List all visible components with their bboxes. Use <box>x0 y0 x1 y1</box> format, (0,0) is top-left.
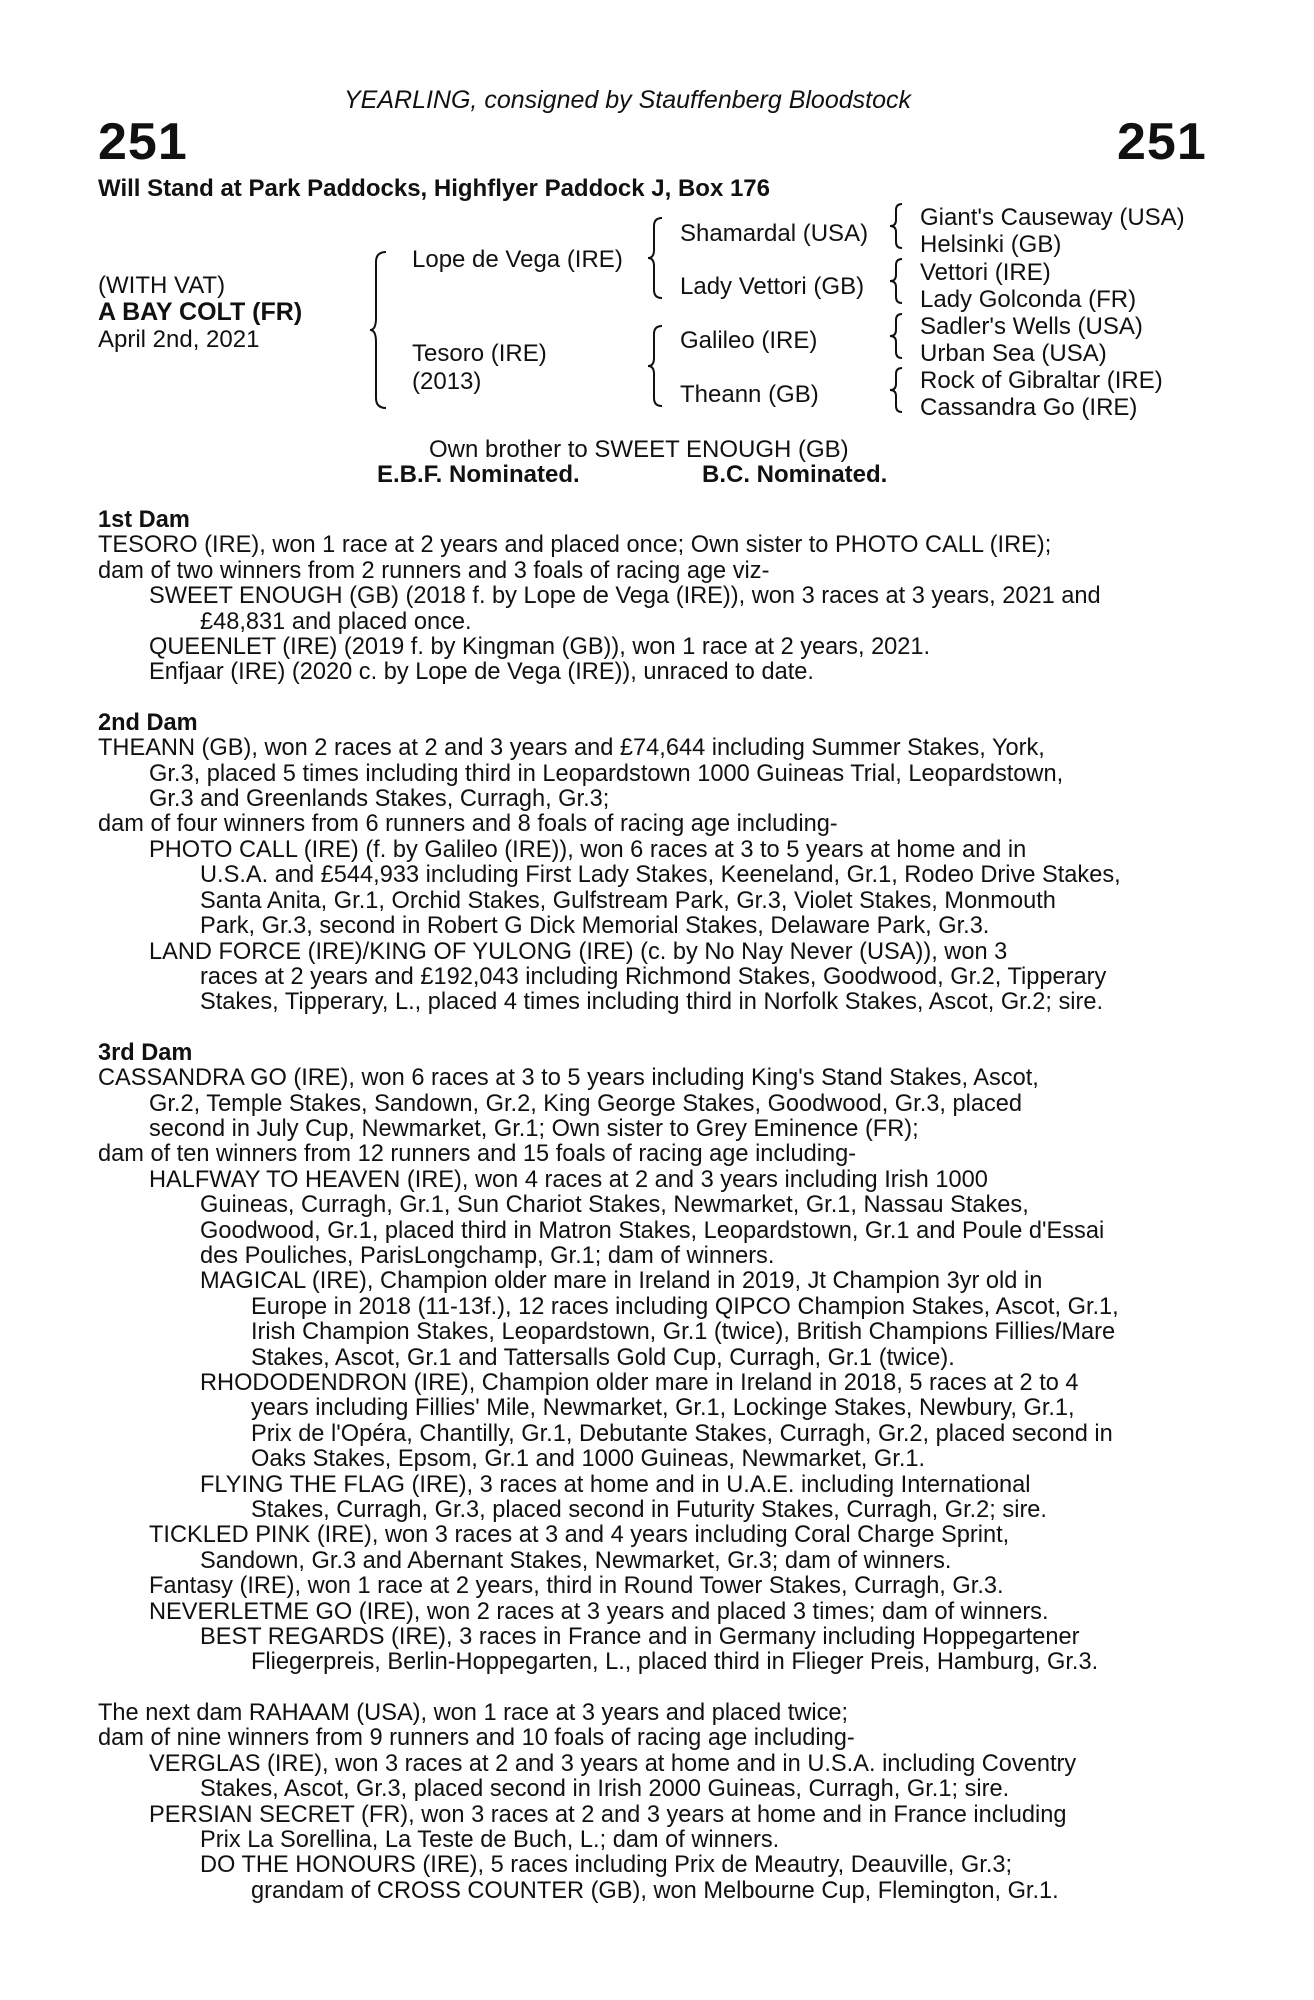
text-line: Park, Gr.3, second in Robert G Dick Memorial Stakes, Delaware Park, Gr.3. <box>200 913 990 940</box>
text-line: Oaks Stakes, Epsom, Gr.1 and 1000 Guineas, Newmarket, Gr.1. <box>251 1446 926 1473</box>
pedigree-dds: Rock of Gibraltar (IRE) <box>920 367 1163 394</box>
text-line: races at 2 years and £192,043 including Richmond Stakes, Goodwood, Gr.2, Tipperary <box>200 963 1107 990</box>
vat-note: (WITH VAT) <box>98 272 226 299</box>
text-line: Guineas, Curragh, Gr.1, Sun Chariot Stakes, Newmarket, Gr.1, Nassau Stakes, <box>200 1192 1029 1219</box>
pedigree-sds: Vettori (IRE) <box>920 259 1051 286</box>
text-line: Fantasy (IRE), won 1 race at 2 years, third in Round Tower Stakes, Curragh, Gr.3. <box>149 1573 1004 1600</box>
text-line: Sandown, Gr.3 and Abernant Stakes, Newmarket, Gr.3; dam of winners. <box>200 1547 952 1574</box>
text-line: Stakes, Tipperary, L., placed 4 times including third in Norfolk Stakes, Ascot, Gr.2; sire. <box>200 989 1104 1016</box>
ebf-nominated: E.B.F. Nominated. <box>377 461 580 488</box>
stabling-info: Will Stand at Park Paddocks, Highflyer Paddock J, Box 176 <box>98 175 770 202</box>
lot-number-right: 251 <box>1117 113 1207 171</box>
text-line: HALFWAY TO HEAVEN (IRE), won 4 races at 2 and 3 years including Irish 1000 <box>149 1166 988 1193</box>
text-line: Irish Champion Stakes, Leopardstown, Gr.1 (twice), British Champions Fillies/Mare <box>251 1319 1116 1346</box>
horse-name: A BAY COLT (FR) <box>98 298 303 326</box>
text-line: Prix de l'Opéra, Chantilly, Gr.1, Debutante Stakes, Curragh, Gr.2, placed second in <box>251 1420 1113 1447</box>
pedigree-brace-ss <box>890 202 906 250</box>
text-line: Gr.3, placed 5 times including third in Leopardstown 1000 Guineas Trial, Leopardstown, <box>149 760 1064 787</box>
pedigree-dss: Sadler's Wells (USA) <box>920 313 1143 340</box>
text-line: PHOTO CALL (IRE) (f. by Galileo (IRE)), won 6 races at 3 to 5 years at home and in <box>149 836 1027 863</box>
text-line: FLYING THE FLAG (IRE), 3 races at home and in U.A.E. including International <box>200 1471 1031 1498</box>
pedigree-dsd: Urban Sea (USA) <box>920 340 1107 367</box>
text-line: des Pouliches, ParisLongchamp, Gr.1; dam of winners. <box>200 1242 775 1269</box>
text-line: TESORO (IRE), won 1 race at 2 years and placed once; Own sister to PHOTO CALL (IRE); <box>98 532 1052 559</box>
text-line: SWEET ENOUGH (GB) (2018 f. by Lope de Vega (IRE)), won 3 races at 3 years, 2021 and <box>149 583 1101 610</box>
pedigree-brace-dd <box>890 366 906 414</box>
own-brother-note: Own brother to SWEET ENOUGH (GB) <box>429 436 849 463</box>
text-line: NEVERLETME GO (IRE), won 2 races at 3 years and placed 3 times; dam of winners. <box>149 1598 1049 1625</box>
text-line: RHODODENDRON (IRE), Champion older mare in Ireland in 2018, 5 races at 2 to 4 <box>200 1370 1079 1396</box>
text-line: dam of ten winners from 12 runners and 15 foals of racing age including- <box>98 1141 857 1168</box>
text-line: dam of nine winners from 9 runners and 10 foals of racing age including- <box>98 1725 855 1752</box>
text-line: THEANN (GB), won 2 races at 2 and 3 years and £74,644 including Summer Stakes, York, <box>98 735 1045 762</box>
pedigree-dam: Tesoro (IRE) <box>412 340 547 367</box>
text-line: dam of four winners from 6 runners and 8 foals of racing age including- <box>98 811 838 838</box>
text-line: dam of two winners from 2 runners and 3 foals of racing age viz- <box>98 557 770 584</box>
pedigree-dam-dam: Theann (GB) <box>680 381 819 408</box>
catalogue-body <box>98 508 1206 1904</box>
text-line: TICKLED PINK (IRE), won 3 races at 3 and 4 years including Coral Charge Sprint, <box>149 1522 1010 1549</box>
text-line: QUEENLET (IRE) (2019 f. by Kingman (GB)), won 1 race at 2 years, 2021. <box>149 634 931 661</box>
text-line: second in July Cup, Newmarket, Gr.1; Own sister to Grey Eminence (FR); <box>149 1115 919 1142</box>
text-line: Stakes, Curragh, Gr.3, placed second in Futurity Stakes, Curragh, Gr.2; sire. <box>251 1497 1047 1524</box>
foaling-date: April 2nd, 2021 <box>98 326 260 353</box>
text-line: Goodwood, Gr.1, placed third in Matron Stakes, Leopardstown, Gr.1 and Poule d'Essai <box>200 1217 1105 1244</box>
text-line: Stakes, Ascot, Gr.3, placed second in Irish 2000 Guineas, Curragh, Gr.1; sire. <box>200 1776 1010 1803</box>
pedigree-sire: Lope de Vega (IRE) <box>412 246 623 273</box>
text-line: Enfjaar (IRE) (2020 c. by Lope de Vega (IRE)), unraced to date. <box>149 659 814 686</box>
text-line: Fliegerpreis, Berlin-Hoppegarten, L., placed third in Flieger Preis, Hamburg, Gr.3. <box>251 1649 1099 1676</box>
text-line: Gr.3 and Greenlands Stakes, Curragh, Gr.3; <box>149 786 610 813</box>
pedigree-brace-dam <box>648 324 666 408</box>
pedigree-sire-sire: Shamardal (USA) <box>680 220 869 247</box>
text-line: BEST REGARDS (IRE), 3 races in France and in Germany including Hoppegartener <box>200 1624 1080 1651</box>
text-line: years including Fillies' Mile, Newmarket, Gr.1, Lockinge Stakes, Newbury, Gr.1, <box>251 1395 1075 1422</box>
bc-nominated: B.C. Nominated. <box>702 461 888 488</box>
pedigree-sdd: Lady Golconda (FR) <box>920 286 1137 313</box>
text-line: The next dam RAHAAM (USA), won 1 race at 3 years and placed twice; <box>98 1699 849 1726</box>
text-line: U.S.A. and £544,933 including First Lady Stakes, Keeneland, Gr.1, Rodeo Drive Stakes, <box>200 862 1121 889</box>
pedigree-brace-sire <box>648 216 666 300</box>
pedigree-dam-year: (2013) <box>412 368 482 395</box>
first-dam-title: 1st Dam <box>98 507 190 533</box>
text-line: Stakes, Ascot, Gr.1 and Tattersalls Gold Cup, Curragh, Gr.1 (twice). <box>251 1344 955 1371</box>
text-line: grandam of CROSS COUNTER (GB), won Melbourne Cup, Flemington, Gr.1. <box>251 1877 1059 1904</box>
text-line: Prix La Sorellina, La Teste de Buch, L.; dam of winners. <box>200 1826 780 1853</box>
consignment-header: YEARLING, consigned by Stauffenberg Bloodstock <box>344 86 911 114</box>
pedigree-brace-ds <box>890 312 906 360</box>
pedigree-dam-sire: Galileo (IRE) <box>680 327 818 354</box>
pedigree-ssd: Helsinki (GB) <box>920 231 1062 258</box>
lot-number-left: 251 <box>98 113 188 171</box>
text-line: Santa Anita, Gr.1, Orchid Stakes, Gulfstream Park, Gr.3, Violet Stakes, Monmouth <box>200 887 1056 914</box>
text-line: CASSANDRA GO (IRE), won 6 races at 3 to 5 years including King's Stand Stakes, Ascot, <box>98 1065 1039 1092</box>
pedigree-ddd: Cassandra Go (IRE) <box>920 394 1138 421</box>
second-dam-title: 2nd Dam <box>98 709 198 736</box>
text-line: LAND FORCE (IRE)/KING OF YULONG (IRE) (c. by No Nay Never (USA)), won 3 <box>149 938 1008 965</box>
text-line: DO THE HONOURS (IRE), 5 races including Prix de Meautry, Deauville, Gr.3; <box>200 1852 1013 1879</box>
pedigree-sss: Giant's Causeway (USA) <box>920 204 1185 231</box>
text-line: Gr.2, Temple Stakes, Sandown, Gr.2, King George Stakes, Goodwood, Gr.3, placed <box>149 1090 1023 1117</box>
text-line: £48,831 and placed once. <box>200 608 472 635</box>
text-line: PERSIAN SECRET (FR), won 3 races at 2 and 3 years at home and in France including <box>149 1801 1067 1828</box>
pedigree-brace-main <box>370 250 390 410</box>
text-line: Europe in 2018 (11-13f.), 12 races including QIPCO Champion Stakes, Ascot, Gr.1, <box>251 1293 1119 1320</box>
pedigree-sire-dam: Lady Vettori (GB) <box>680 273 865 300</box>
text-line: VERGLAS (IRE), won 3 races at 2 and 3 years at home and in U.S.A. including Coventry <box>149 1750 1077 1777</box>
text-line: MAGICAL (IRE), Champion older mare in Ireland in 2019, Jt Champion 3yr old in <box>200 1268 1043 1295</box>
third-dam-title: 3rd Dam <box>98 1039 193 1066</box>
pedigree-brace-sd <box>890 257 906 305</box>
